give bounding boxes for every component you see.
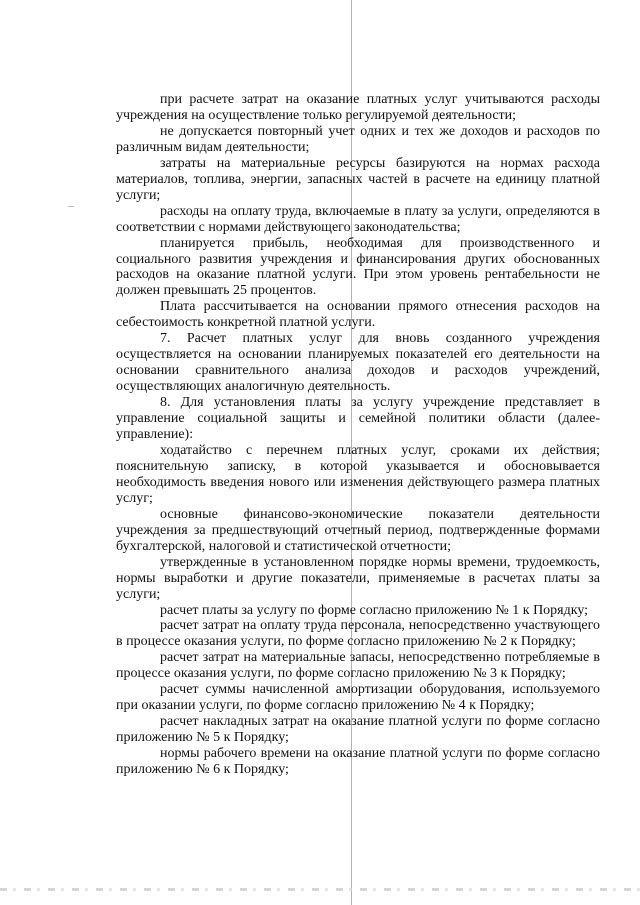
paragraph-labor-costs: расходы на оплату труда, включаемые в плату за услуги, определяются в соответствии с нормами действующего законодательства;: [116, 203, 600, 235]
paragraph-appendix-6: нормы рабочего времени на оказание платной услуги по форме согласно приложению № 6 к Порядку;: [116, 746, 600, 778]
paragraph-material-resources: затраты на материальные ресурсы базируются на нормах расхода материалов, топлива, энергии, запасных частей в расчете на единицу платной услуги;: [116, 155, 600, 203]
paragraph-item-7: 7. Расчет платных услуг для вновь созданного учреждения осуществляется на основании планируемых показателей его деятельности на основании сравнительного анализа доходов и расходов учреждений, осуществляющих аналогичную деятельность.: [116, 331, 600, 395]
paragraph-no-double-count: не допускается повторный учет одних и тех же доходов и расходов по различным видам деятельности;: [116, 123, 600, 155]
paragraph-petition: ходатайство с перечнем платных услуг, сроками их действия; пояснительную записку, в которой указывается и обосновывается необходимость введения нового или изменения действующего размера платных услуг;: [116, 442, 600, 506]
scan-footer-artifact: [0, 888, 640, 891]
paragraph-item-8: 8. Для установления платы за услугу учреждение представляет в управление социальной защиты и семейной политики области (далее-управление):: [116, 395, 600, 443]
scan-edge-mark: [68, 206, 74, 207]
document-body: [116, 92, 600, 778]
paragraph-direct-allocation: Плата рассчитывается на основании прямого отнесения расходов на себестоимость конкретной платной услуги.: [116, 299, 600, 331]
paragraph-appendix-1: расчет платы за услугу по форме согласно приложению № 1 к Порядку;: [160, 602, 589, 618]
paragraph-planned-profit: планируется прибыль, необходимая для производственного и социального развития учреждения и финансирования других обоснованных расходов на оказание платной услуги. При этом уровень рентабельности не должен превышать 25 процентов.: [116, 235, 600, 299]
paragraph-appendix-2: расчет затрат на оплату труда персонала, непосредственно участвующего в процессе оказания услуги, по форме согласно приложению № 2 к Порядку;: [116, 618, 600, 650]
paragraph-financial-indicators: основные финансово-экономические показатели деятельности учреждения за предшествующий отчетный период, подтвержденные формами бухгалтерской, налоговой и статистической отчетности;: [116, 506, 600, 554]
paragraph-regulated-activity: при расчете затрат на оказание платных услуг учитываются расходы учреждения на осуществление только регулируемой деятельности;: [116, 92, 600, 123]
paragraph-appendix-5: расчет накладных затрат на оказание платной услуги по форме согласно приложению № 5 к Порядку;: [116, 714, 600, 746]
paragraph-approved-norms: утвержденные в установленном порядке нормы времени, трудоемкость, нормы выработки и другие показатели, применяемые в расчетах платы за услуги;: [116, 554, 600, 602]
paragraph-appendix-4: расчет суммы начисленной амортизации оборудования, используемого при оказании услуги, по форме согласно приложению № 4 к Порядку;: [116, 682, 600, 714]
paragraph-appendix-3: расчет затрат на материальные запасы, непосредственно потребляемые в процессе оказания услуги, по форме согласно приложению № 3 к Порядку;: [116, 650, 600, 682]
